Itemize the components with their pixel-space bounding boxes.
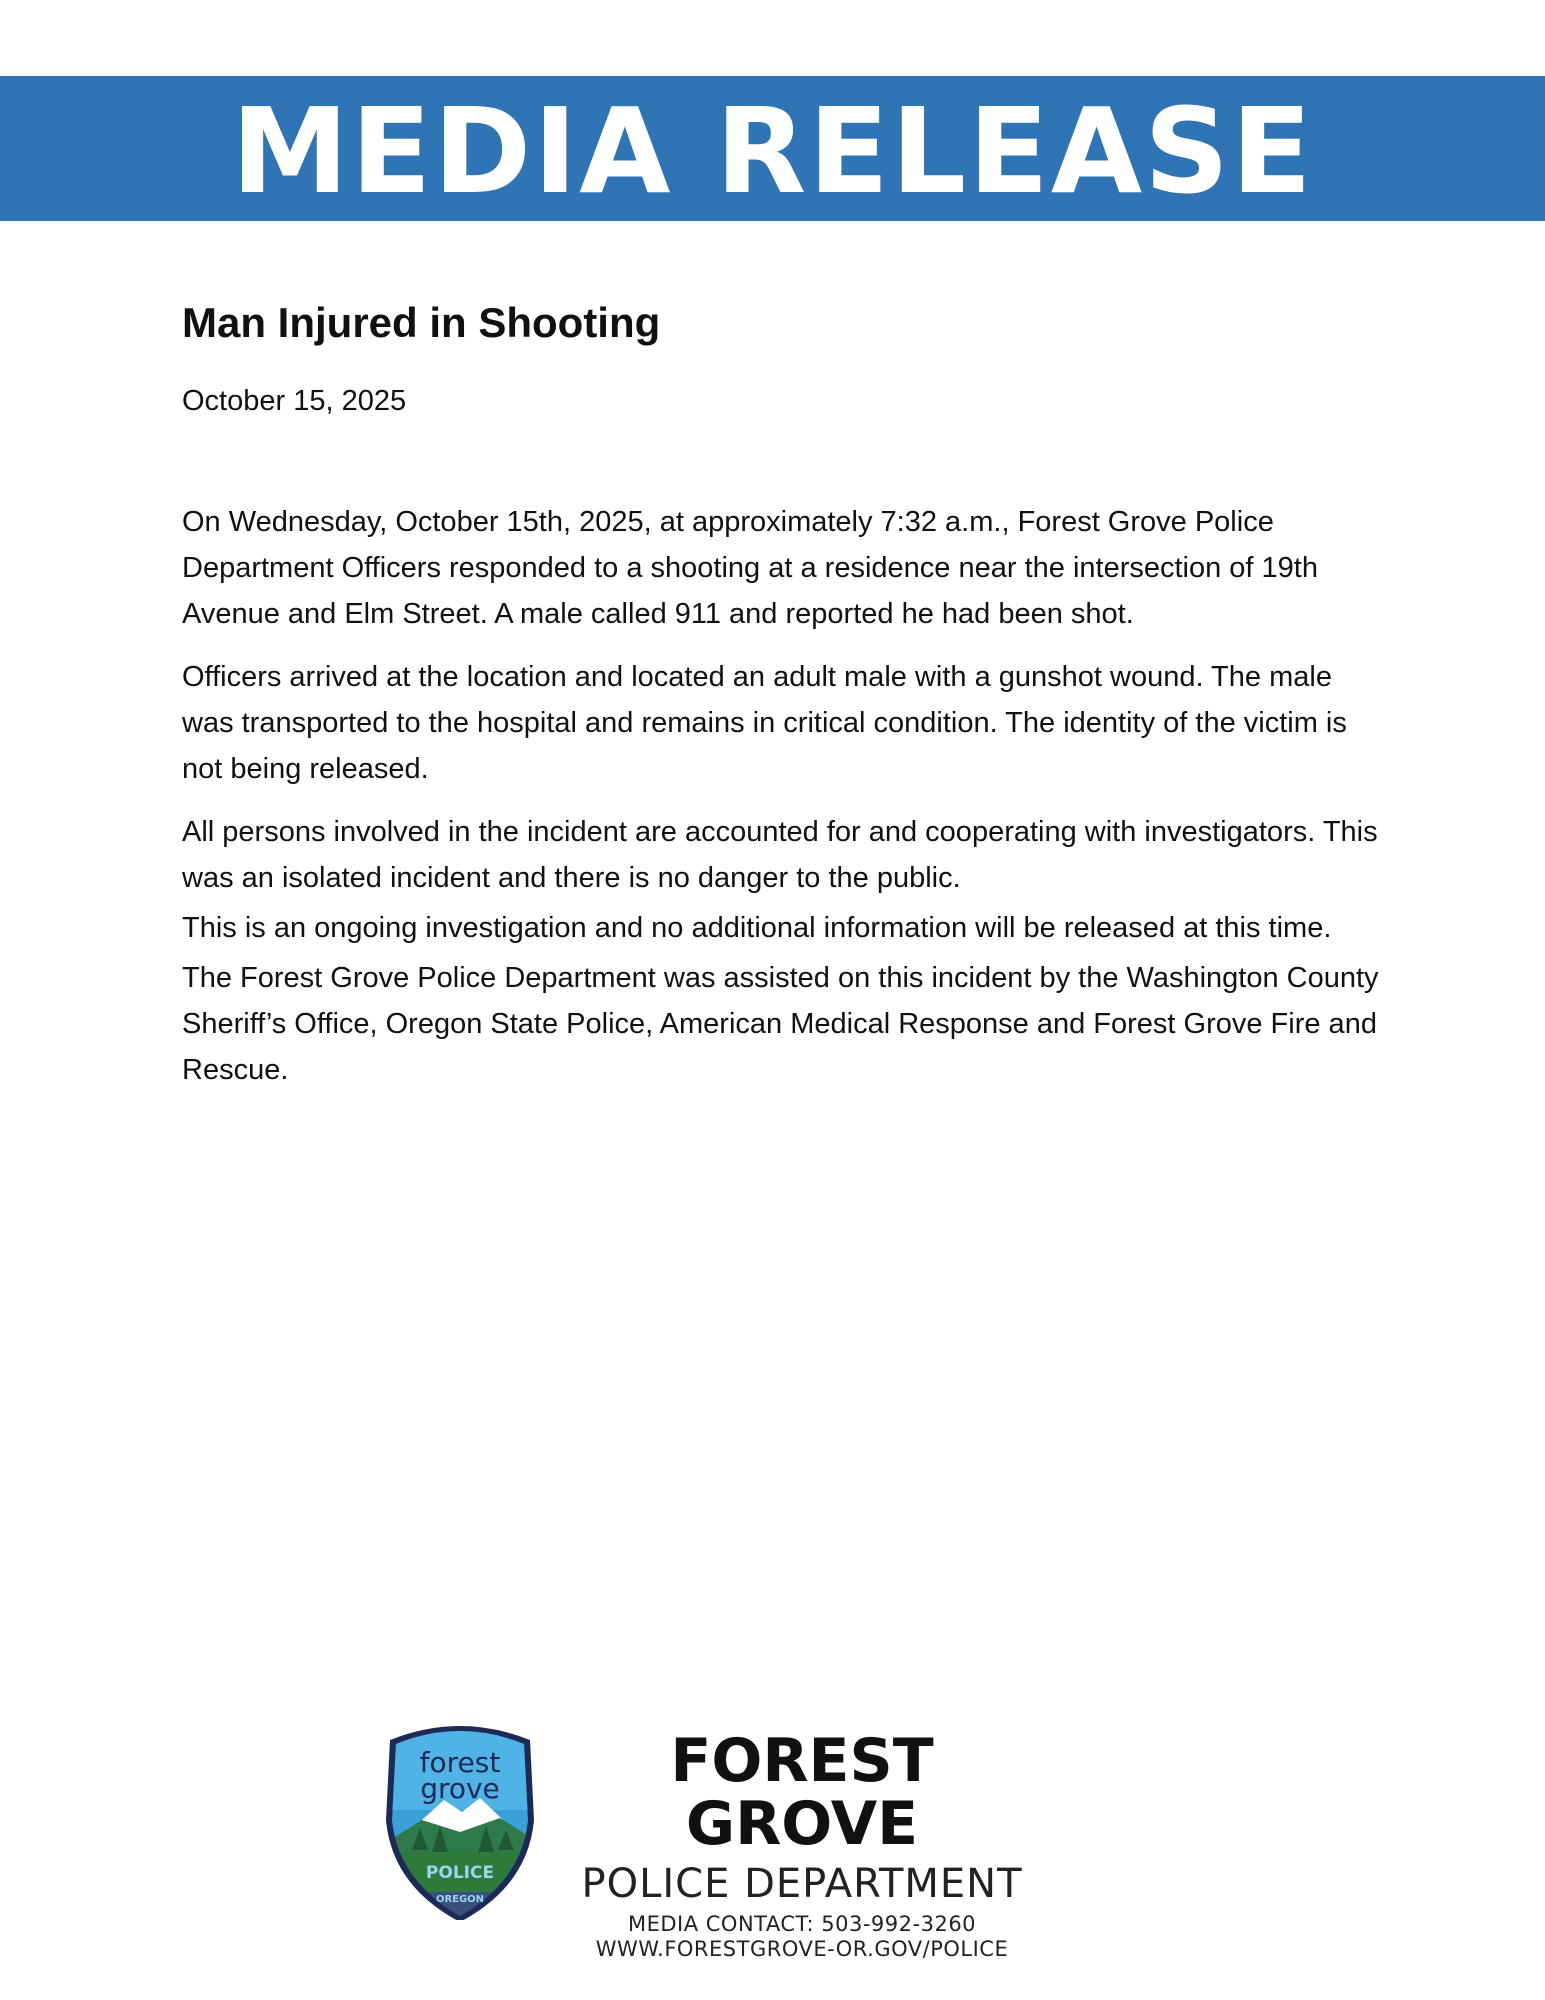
- media-release-banner: [0, 76, 1545, 221]
- paragraph-assistance: The Forest Grove Police Department was assisted on this incident by the Washington County Sheriff’s Office, Oregon State Police, American Medical Response and Forest Grove Fire and Rescue.: [182, 962, 1379, 1087]
- organization-subtitle: POLICE DEPARTMENT: [581, 1861, 1023, 1907]
- organization-name: FOREST GROVE: [670, 1726, 934, 1859]
- organization-block: [552, 1726, 1052, 1962]
- badge-text-grove: grove: [420, 1772, 500, 1805]
- release-headline: Man Injured in Shooting: [182, 299, 661, 346]
- paragraph-investigation: This is an ongoing investigation and no additional information will be released at this time.: [182, 912, 1332, 945]
- badge-text-forest: forest: [419, 1746, 501, 1779]
- release-content: [182, 298, 1382, 1110]
- police-badge-icon: [382, 1720, 538, 1920]
- badge-text-oregon: OREGON: [435, 1894, 485, 1905]
- paragraph-public-safety: All persons involved in the incident are accounted for and cooperating with investigators. This was an isolated incident and there is no danger to the public.: [182, 816, 1378, 895]
- media-contact: MEDIA CONTACT: 503-992-3260: [627, 1912, 977, 1936]
- banner-title: MEDIA RELEASE: [231, 81, 1314, 220]
- paragraph-victim: Officers arrived at the location and located an adult male with a gunshot wound. The male was transported to the hospital and remains in critical condition. The identity of the victim is not being released.: [182, 661, 1347, 786]
- paragraph-incident: On Wednesday, October 15th, 2025, at approximately 7:32 a.m., Forest Grove Police Department Officers responded to a shooting at a residence near the intersection of 19th Avenue and Elm Street. A male called 911 and reported he had been shot.: [182, 506, 1318, 631]
- footer-signature: [382, 1720, 1182, 1962]
- release-date: October 15, 2025: [182, 385, 407, 418]
- release-body: [182, 499, 1382, 1093]
- badge-text-police: POLICE: [425, 1863, 495, 1883]
- website-link[interactable]: WWW.FORESTGROVE-OR.GOV/POLICE: [595, 1937, 1009, 1962]
